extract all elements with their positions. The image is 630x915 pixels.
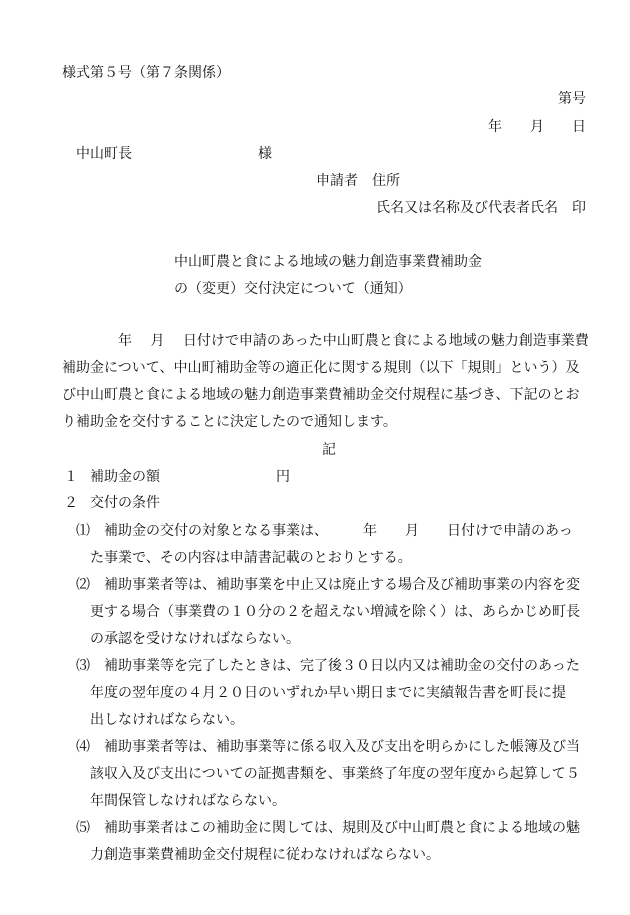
condition-1-line-2: た事業で、その内容は申請書記載のとおりとする。 [90,550,412,566]
condition-4-line-3: 年間保管しなければならない。 [90,793,286,809]
issue-date: 年 月 日 [488,119,586,135]
item-1-number: １ [64,469,78,485]
item-1-unit: 円 [276,469,290,485]
document-number: 第号 [558,91,586,107]
applicant-name: 氏名又は名称及び代表者氏名 印 [376,200,586,216]
title-line-1: 中山町農と食による地域の魅力創造事業費補助金 [174,254,482,270]
honorific: 様 [258,146,272,162]
applicant-address: 申請者 住所 [316,173,400,189]
body-line-2: 補助金について、中山町補助金等の適正化に関する規則（以下「規則」という）及 [62,360,580,376]
item-2-label: 交付の条件 [90,495,160,511]
condition-3-line-3: 出しなければならない。 [90,712,244,728]
condition-4-number: ⑷ [76,739,90,755]
condition-2-line-3: の承認を受けなければならない。 [90,631,300,647]
item-1-label: 補助金の額 [90,469,160,485]
body-line-3: び中山町農と食による地域の魅力創造事業費補助金交付規程に基づき、下記のとお [62,387,580,403]
condition-3-line-2: 年度の翌年度の４月２０日のいずれか早い期日までに実績報告書を町長に提 [90,685,566,701]
body-line-1: 年 月 日付けで申請のあった中山町農と食による地域の魅力創造事業費 [118,333,589,349]
condition-1-line-1: 補助金の交付の対象となる事業は、 年 月 日付けで申請のあっ [104,523,573,539]
ki-heading: 記 [322,442,336,458]
condition-1-number: ⑴ [76,523,90,539]
condition-3-line-1: 補助事業等を完了したときは、完了後３０日以内又は補助金の交付のあった [104,658,580,674]
condition-5-line-1: 補助事業者はこの補助金に関しては、規則及び中山町農と食による地域の魅 [104,820,580,836]
condition-2-number: ⑵ [76,577,90,593]
condition-3-number: ⑶ [76,658,90,674]
recipient: 中山町長 [76,146,132,162]
title-line-2: の（変更）交付決定について（通知） [174,281,412,297]
condition-5-number: ⑸ [76,820,90,836]
condition-2-line-2: 更する場合（事業費の１０分の２を超えない増減を除く）は、あらかじめ町長 [90,604,580,620]
form-label: 様式第５号（第７条関係） [62,65,230,81]
condition-4-line-1: 補助事業者等は、補助事業等に係る収入及び支出を明らかにした帳簿及び当 [104,739,580,755]
item-2-number: ２ [64,495,78,511]
body-line-4: り補助金を交付することに決定したので通知します。 [62,414,397,430]
condition-4-line-2: 該収入及び支出についての証拠書類を、事業終了年度の翌年度から起算して５ [90,766,580,782]
condition-5-line-2: 力創造事業費補助金交付規程に従わなければならない。 [90,847,440,863]
condition-2-line-1: 補助事業者等は、補助事業を中止又は廃止する場合及び補助事業の内容を変 [104,577,580,593]
